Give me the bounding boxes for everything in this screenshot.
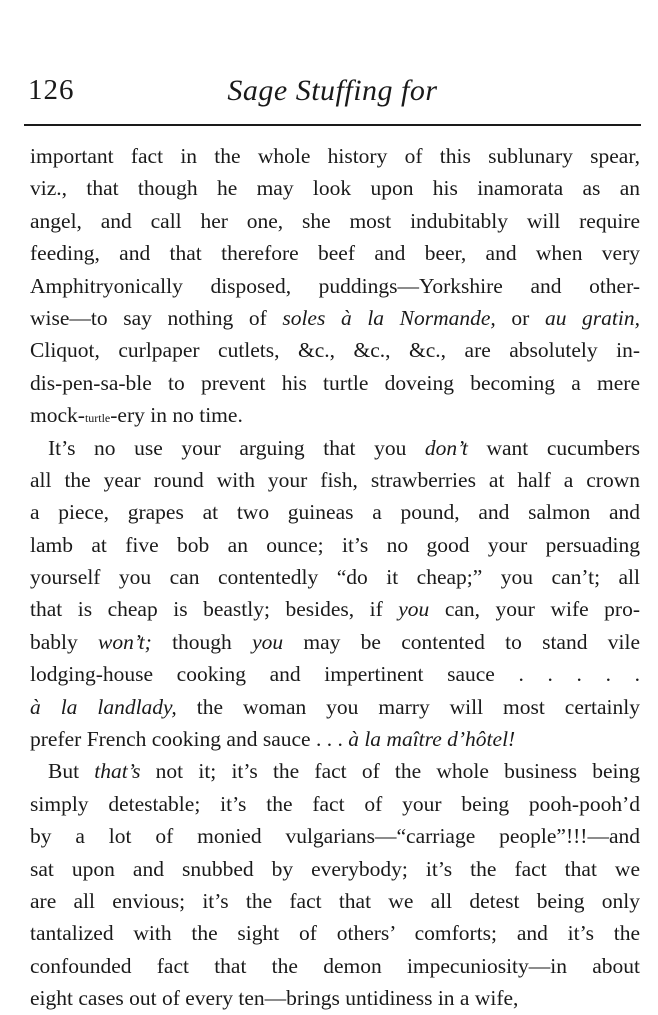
paragraph bbox=[30, 140, 640, 432]
text-span: wise—to say nothing of bbox=[30, 305, 283, 330]
text-span: bably bbox=[30, 629, 99, 654]
text-line bbox=[30, 691, 640, 723]
text-span: confounded fact that the demon impecuniosity—in about bbox=[30, 953, 640, 978]
italic-text: won’t; bbox=[98, 629, 152, 654]
text-span: yourself you can contentedly “do it cheap;” you can’t; all bbox=[30, 565, 640, 590]
body-text bbox=[30, 140, 640, 1015]
text-span: viz., that though he may look upon his inamorata as an bbox=[30, 176, 640, 201]
header-rule bbox=[24, 124, 641, 126]
italic-text: you bbox=[398, 597, 430, 622]
text-span: simply detestable; it’s the fact of your being pooh-pooh’d bbox=[30, 791, 640, 816]
text-span: or bbox=[495, 305, 545, 330]
text-line bbox=[30, 917, 640, 949]
text-span: mock- bbox=[30, 403, 85, 428]
text-line bbox=[30, 205, 640, 237]
text-line bbox=[30, 885, 640, 917]
italic-text: soles à la Normande, bbox=[282, 305, 496, 330]
text-span: But bbox=[48, 759, 95, 784]
text-line bbox=[30, 399, 640, 431]
running-header bbox=[24, 74, 641, 118]
text-span: want cucumbers bbox=[467, 435, 640, 460]
paragraph bbox=[30, 432, 640, 756]
text-span: a piece, grapes at two guineas a pound, and salmon and bbox=[30, 500, 640, 525]
text-span: all the year round with your fish, strawberries at half a crown bbox=[30, 467, 640, 492]
text-line bbox=[30, 270, 640, 302]
text-line bbox=[30, 561, 640, 593]
text-line bbox=[30, 496, 640, 528]
text-line bbox=[30, 464, 640, 496]
text-line bbox=[30, 302, 640, 334]
text-line bbox=[30, 172, 640, 204]
italic-text: don’t bbox=[424, 435, 468, 460]
italic-text: à la maître d’hôtel! bbox=[348, 727, 516, 752]
text-line bbox=[30, 982, 640, 1014]
text-span: important fact in the whole history of this sublunary spear, bbox=[30, 144, 640, 168]
text-line bbox=[30, 853, 640, 885]
text-span: eight cases out of every ten—brings untidiness in a wife, bbox=[30, 986, 519, 1011]
text-line bbox=[30, 626, 640, 658]
text-line bbox=[30, 820, 640, 852]
text-line bbox=[30, 723, 640, 755]
text-span: though bbox=[151, 629, 253, 654]
text-line bbox=[30, 593, 640, 625]
italic-text: you bbox=[252, 629, 284, 654]
text-span: turtle bbox=[84, 411, 111, 426]
text-line bbox=[30, 755, 640, 787]
text-span: prefer French cooking and sauce . . . bbox=[30, 727, 349, 752]
running-title: Sage Stuffing for bbox=[227, 74, 438, 107]
text-span: It’s no use your arguing that you bbox=[48, 435, 425, 460]
text-span: dis-pen-sa-ble to prevent his turtle doveing becoming a mere bbox=[30, 370, 640, 395]
text-span: lamb at five bob an ounce; it’s no good your persuading bbox=[30, 532, 640, 557]
paragraph bbox=[30, 755, 640, 1014]
text-span: are all envious; it’s the fact that we all detest being only bbox=[30, 888, 640, 913]
italic-text: à la landlady, bbox=[30, 694, 177, 719]
text-line bbox=[30, 529, 640, 561]
text-span: can, your wife pro- bbox=[429, 597, 640, 622]
text-span: lodging-house cooking and impertinent sauce . . . . . bbox=[30, 662, 640, 687]
text-span: may be contented to stand vile bbox=[283, 629, 640, 654]
text-span: tantalized with the sight of others’ comforts; and it’s the bbox=[30, 921, 640, 946]
text-span: feeding, and that therefore beef and beer, and when very bbox=[30, 241, 640, 266]
text-span: not it; it’s the fact of the whole business being bbox=[140, 759, 640, 784]
text-span: Amphitryonically disposed, puddings—Yorkshire and other- bbox=[30, 273, 640, 298]
text-span: by a lot of monied vulgarians—“carriage people”!!!—and bbox=[30, 824, 640, 849]
text-line bbox=[30, 367, 640, 399]
text-span: sat upon and snubbed by everybody; it’s the fact that we bbox=[30, 856, 640, 881]
italic-text: that’s bbox=[94, 759, 141, 784]
text-line bbox=[30, 950, 640, 982]
text-span: Cliquot, curlpaper cutlets, &c., &c., &c., are absolutely in- bbox=[30, 338, 640, 363]
text-span: the woman you marry will most certainly bbox=[176, 694, 640, 719]
text-line bbox=[30, 432, 640, 464]
text-line bbox=[30, 140, 640, 172]
text-span: angel, and call her one, she most indubitably will require bbox=[30, 208, 640, 233]
text-line bbox=[30, 237, 640, 269]
page-number: 126 bbox=[28, 74, 75, 106]
text-line bbox=[30, 334, 640, 366]
text-line bbox=[30, 658, 640, 690]
text-line bbox=[30, 788, 640, 820]
italic-text: au gratin, bbox=[544, 305, 640, 330]
text-span: -ery in no time. bbox=[110, 403, 243, 428]
text-span: that is cheap is beastly; besides, if bbox=[30, 597, 399, 622]
